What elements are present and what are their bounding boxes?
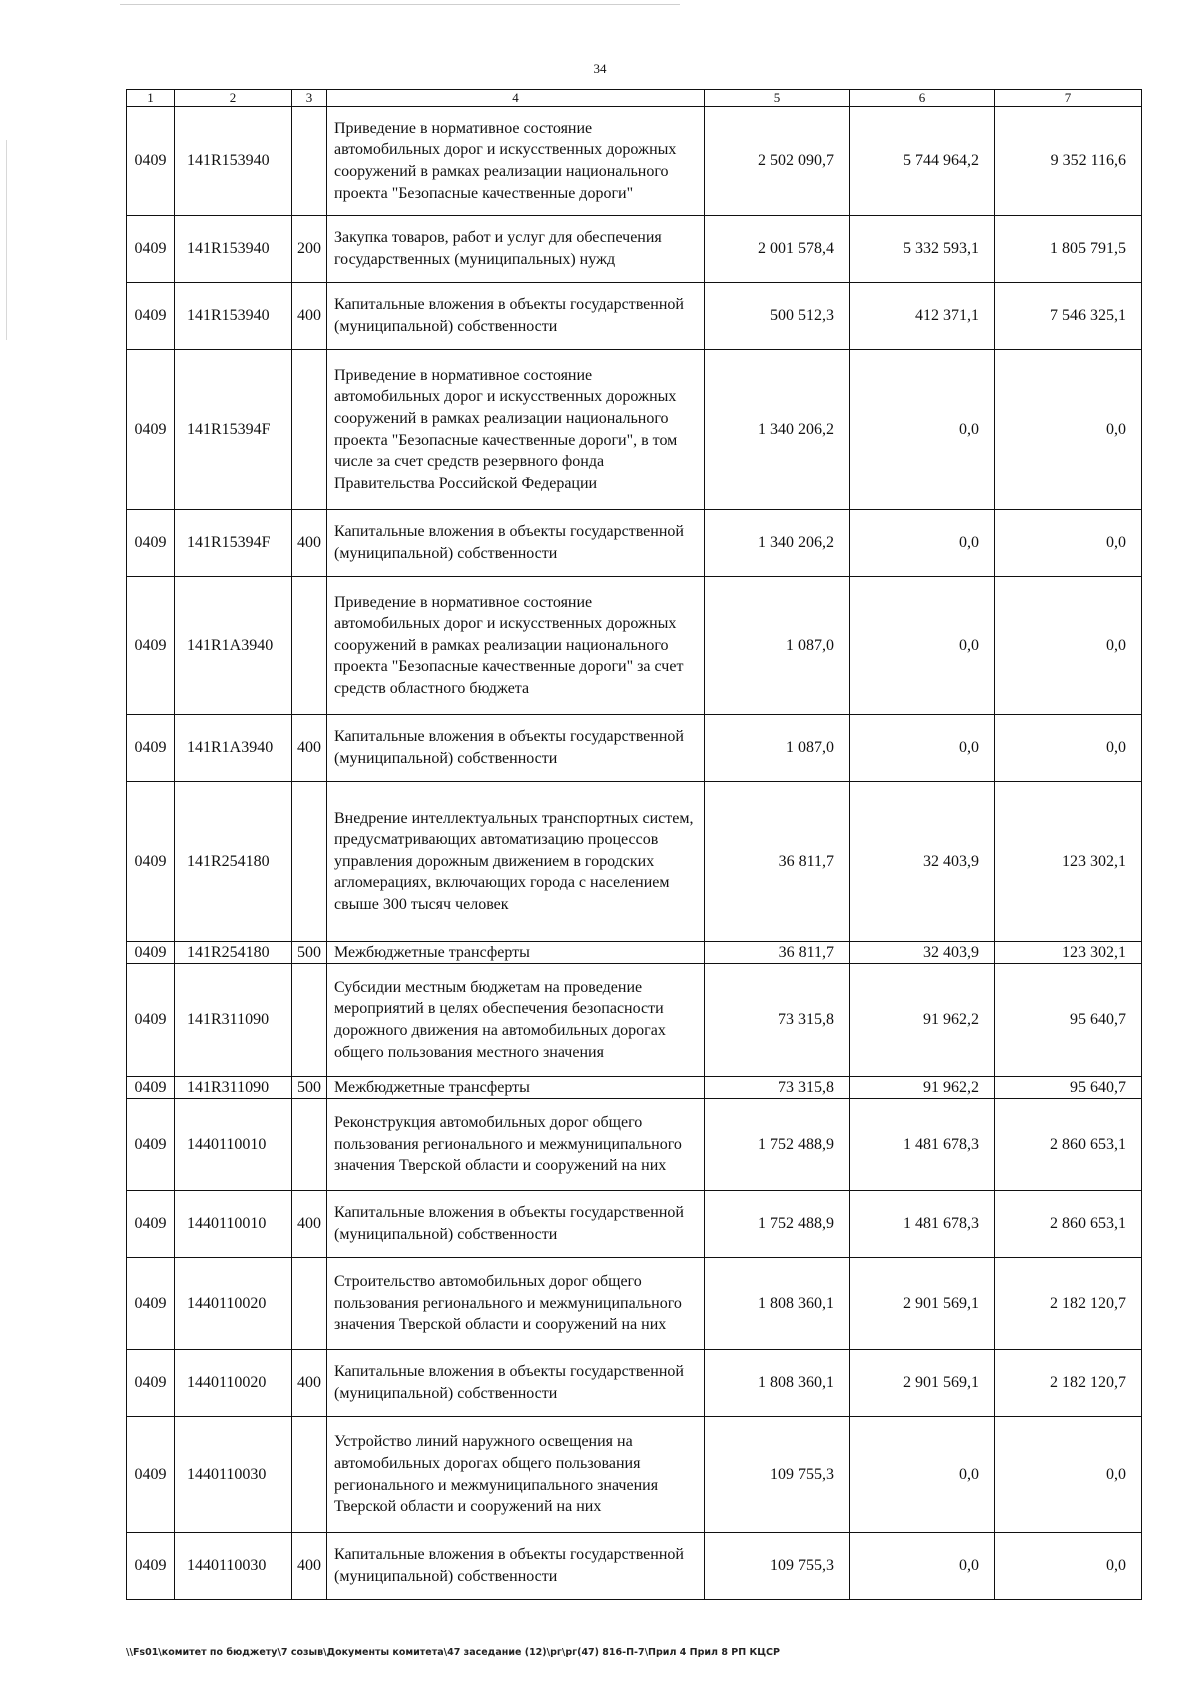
amount-col5: 109 755,3 xyxy=(705,1417,850,1533)
item-name: Капитальные вложения в объекты государственной (муниципальной) собственности xyxy=(327,510,705,577)
amount-col6: 412 371,1 xyxy=(850,283,995,350)
expense-type-code xyxy=(292,577,327,715)
amount-col6: 0,0 xyxy=(850,577,995,715)
amount-col5: 1 340 206,2 xyxy=(705,510,850,577)
expense-type-code xyxy=(292,1099,327,1191)
column-header: 5 xyxy=(705,90,850,107)
target-article-code: 1440110010 xyxy=(175,1099,292,1191)
section-code: 0409 xyxy=(127,964,175,1077)
item-name: Капитальные вложения в объекты государственной (муниципальной) собственности xyxy=(327,1191,705,1258)
column-header: 2 xyxy=(175,90,292,107)
section-code: 0409 xyxy=(127,510,175,577)
expense-type-code: 500 xyxy=(292,1077,327,1099)
table-row xyxy=(127,1350,1142,1417)
amount-col5: 109 755,3 xyxy=(705,1533,850,1600)
budget-table xyxy=(126,89,1142,1600)
amount-col5: 1 808 360,1 xyxy=(705,1350,850,1417)
amount-col7: 7 546 325,1 xyxy=(995,283,1142,350)
amount-col7: 123 302,1 xyxy=(995,942,1142,964)
table-row xyxy=(127,715,1142,782)
table-row xyxy=(127,107,1142,216)
section-code: 0409 xyxy=(127,1350,175,1417)
table-row xyxy=(127,1417,1142,1533)
table-row xyxy=(127,1533,1142,1600)
amount-col7: 0,0 xyxy=(995,1533,1142,1600)
amount-col7: 2 860 653,1 xyxy=(995,1099,1142,1191)
table-row xyxy=(127,216,1142,283)
item-name: Межбюджетные трансферты xyxy=(327,1077,705,1099)
table-row xyxy=(127,350,1142,510)
item-name: Приведение в нормативное состояние автомобильных дорог и искусственных дорожных сооружений в рамках реализации национального проекта "Безопасные качественные дороги", в том числе за счет средств резервного фонда Правительства Российской Федерации xyxy=(327,350,705,510)
column-header: 7 xyxy=(995,90,1142,107)
section-code: 0409 xyxy=(127,1417,175,1533)
item-name: Внедрение интеллектуальных транспортных систем, предусматривающих автоматизацию процессов управления дорожным движением в городских агломерациях, включающих города с населением свыше 300 тысяч человек xyxy=(327,782,705,942)
amount-col6: 1 481 678,3 xyxy=(850,1099,995,1191)
section-code: 0409 xyxy=(127,577,175,715)
target-article-code: 1440110030 xyxy=(175,1533,292,1600)
target-article-code: 1440110020 xyxy=(175,1258,292,1350)
section-code: 0409 xyxy=(127,1099,175,1191)
amount-col7: 9 352 116,6 xyxy=(995,107,1142,216)
section-code: 0409 xyxy=(127,350,175,510)
target-article-code: 1440110020 xyxy=(175,1350,292,1417)
amount-col7: 95 640,7 xyxy=(995,1077,1142,1099)
expense-type-code: 400 xyxy=(292,510,327,577)
expense-type-code xyxy=(292,964,327,1077)
scan-artifact-line xyxy=(120,4,680,5)
file-path-footer: \\Fs01\комитет по бюджету\7 созыв\Документы комитета\47 заседание (12)\рг\рг(47) 816-П-7\Прил 4 Прил 8 РП КЦСР xyxy=(126,1647,780,1658)
expense-type-code xyxy=(292,782,327,942)
scan-margin-mark xyxy=(6,140,7,340)
amount-col7: 0,0 xyxy=(995,577,1142,715)
page-number: 34 xyxy=(593,61,607,76)
amount-col7: 2 860 653,1 xyxy=(995,1191,1142,1258)
amount-col5: 36 811,7 xyxy=(705,782,850,942)
expense-type-code: 500 xyxy=(292,942,327,964)
table-row xyxy=(127,942,1142,964)
amount-col6: 32 403,9 xyxy=(850,942,995,964)
target-article-code: 141R1A3940 xyxy=(175,715,292,782)
target-article-code: 141R311090 xyxy=(175,964,292,1077)
amount-col7: 123 302,1 xyxy=(995,782,1142,942)
section-code: 0409 xyxy=(127,1258,175,1350)
target-article-code: 141R311090 xyxy=(175,1077,292,1099)
item-name: Закупка товаров, работ и услуг для обеспечения государственных (муниципальных) нужд xyxy=(327,216,705,283)
amount-col5: 73 315,8 xyxy=(705,1077,850,1099)
target-article-code: 141R254180 xyxy=(175,782,292,942)
column-number-row xyxy=(127,90,1142,107)
table-row xyxy=(127,283,1142,350)
table-row xyxy=(127,782,1142,942)
amount-col7: 1 805 791,5 xyxy=(995,216,1142,283)
table-row xyxy=(127,964,1142,1077)
section-code: 0409 xyxy=(127,1191,175,1258)
amount-col5: 36 811,7 xyxy=(705,942,850,964)
amount-col5: 2 502 090,7 xyxy=(705,107,850,216)
expense-type-code xyxy=(292,107,327,216)
amount-col5: 1 752 488,9 xyxy=(705,1099,850,1191)
amount-col7: 0,0 xyxy=(995,715,1142,782)
item-name: Приведение в нормативное состояние автомобильных дорог и искусственных дорожных сооружений в рамках реализации национального проекта "Безопасные качественные дороги" за счет средств областного бюджета xyxy=(327,577,705,715)
section-code: 0409 xyxy=(127,283,175,350)
item-name: Строительство автомобильных дорог общего пользования регионального и межмуниципального значения Тверской области и сооружений на них xyxy=(327,1258,705,1350)
expense-type-code: 400 xyxy=(292,1350,327,1417)
item-name: Реконструкция автомобильных дорог общего пользования регионального и межмуниципального значения Тверской области и сооружений на них xyxy=(327,1099,705,1191)
amount-col7: 95 640,7 xyxy=(995,964,1142,1077)
target-article-code: 141R1A3940 xyxy=(175,577,292,715)
item-name: Межбюджетные трансферты xyxy=(327,942,705,964)
column-header: 6 xyxy=(850,90,995,107)
amount-col7: 2 182 120,7 xyxy=(995,1258,1142,1350)
target-article-code: 141R254180 xyxy=(175,942,292,964)
expense-type-code: 200 xyxy=(292,216,327,283)
expense-type-code: 400 xyxy=(292,283,327,350)
section-code: 0409 xyxy=(127,942,175,964)
amount-col6: 0,0 xyxy=(850,1417,995,1533)
amount-col6: 0,0 xyxy=(850,510,995,577)
item-name: Капитальные вложения в объекты государственной (муниципальной) собственности xyxy=(327,283,705,350)
amount-col5: 1 087,0 xyxy=(705,715,850,782)
target-article-code: 141R153940 xyxy=(175,107,292,216)
expense-type-code: 400 xyxy=(292,1533,327,1600)
amount-col7: 0,0 xyxy=(995,1417,1142,1533)
table-row xyxy=(127,1099,1142,1191)
column-header: 1 xyxy=(127,90,175,107)
target-article-code: 141R15394F xyxy=(175,510,292,577)
amount-col6: 0,0 xyxy=(850,1533,995,1600)
amount-col6: 2 901 569,1 xyxy=(850,1258,995,1350)
amount-col7: 0,0 xyxy=(995,510,1142,577)
amount-col5: 1 340 206,2 xyxy=(705,350,850,510)
item-name: Капитальные вложения в объекты государственной (муниципальной) собственности xyxy=(327,1350,705,1417)
target-article-code: 141R15394F xyxy=(175,350,292,510)
table-row xyxy=(127,577,1142,715)
expense-type-code: 400 xyxy=(292,1191,327,1258)
amount-col6: 2 901 569,1 xyxy=(850,1350,995,1417)
table-row xyxy=(127,1258,1142,1350)
item-name: Субсидии местным бюджетам на проведение мероприятий в целях обеспечения безопасности дорожного движения на автомобильных дорогах общего пользования местного значения xyxy=(327,964,705,1077)
amount-col5: 500 512,3 xyxy=(705,283,850,350)
amount-col6: 91 962,2 xyxy=(850,964,995,1077)
table-row xyxy=(127,510,1142,577)
amount-col6: 5 332 593,1 xyxy=(850,216,995,283)
amount-col7: 2 182 120,7 xyxy=(995,1350,1142,1417)
target-article-code: 1440110010 xyxy=(175,1191,292,1258)
section-code: 0409 xyxy=(127,1077,175,1099)
amount-col5: 1 087,0 xyxy=(705,577,850,715)
column-header: 3 xyxy=(292,90,327,107)
section-code: 0409 xyxy=(127,715,175,782)
expense-type-code: 400 xyxy=(292,715,327,782)
item-name: Капитальные вложения в объекты государственной (муниципальной) собственности xyxy=(327,1533,705,1600)
item-name: Капитальные вложения в объекты государственной (муниципальной) собственности xyxy=(327,715,705,782)
target-article-code: 141R153940 xyxy=(175,216,292,283)
table-row xyxy=(127,1077,1142,1099)
amount-col5: 73 315,8 xyxy=(705,964,850,1077)
expense-type-code xyxy=(292,1417,327,1533)
amount-col5: 1 752 488,9 xyxy=(705,1191,850,1258)
amount-col6: 32 403,9 xyxy=(850,782,995,942)
amount-col6: 91 962,2 xyxy=(850,1077,995,1099)
amount-col6: 0,0 xyxy=(850,350,995,510)
section-code: 0409 xyxy=(127,107,175,216)
item-name: Устройство линий наружного освещения на автомобильных дорогах общего пользования регионального и межмуниципального значения Тверской области и сооружений на них xyxy=(327,1417,705,1533)
amount-col5: 1 808 360,1 xyxy=(705,1258,850,1350)
section-code: 0409 xyxy=(127,216,175,283)
amount-col6: 0,0 xyxy=(850,715,995,782)
item-name: Приведение в нормативное состояние автомобильных дорог и искусственных дорожных сооружений в рамках реализации национального проекта "Безопасные качественные дороги" xyxy=(327,107,705,216)
expense-type-code xyxy=(292,350,327,510)
amount-col6: 5 744 964,2 xyxy=(850,107,995,216)
section-code: 0409 xyxy=(127,782,175,942)
column-header: 4 xyxy=(327,90,705,107)
amount-col7: 0,0 xyxy=(995,350,1142,510)
amount-col6: 1 481 678,3 xyxy=(850,1191,995,1258)
table-row xyxy=(127,1191,1142,1258)
amount-col5: 2 001 578,4 xyxy=(705,216,850,283)
target-article-code: 141R153940 xyxy=(175,283,292,350)
target-article-code: 1440110030 xyxy=(175,1417,292,1533)
section-code: 0409 xyxy=(127,1533,175,1600)
expense-type-code xyxy=(292,1258,327,1350)
